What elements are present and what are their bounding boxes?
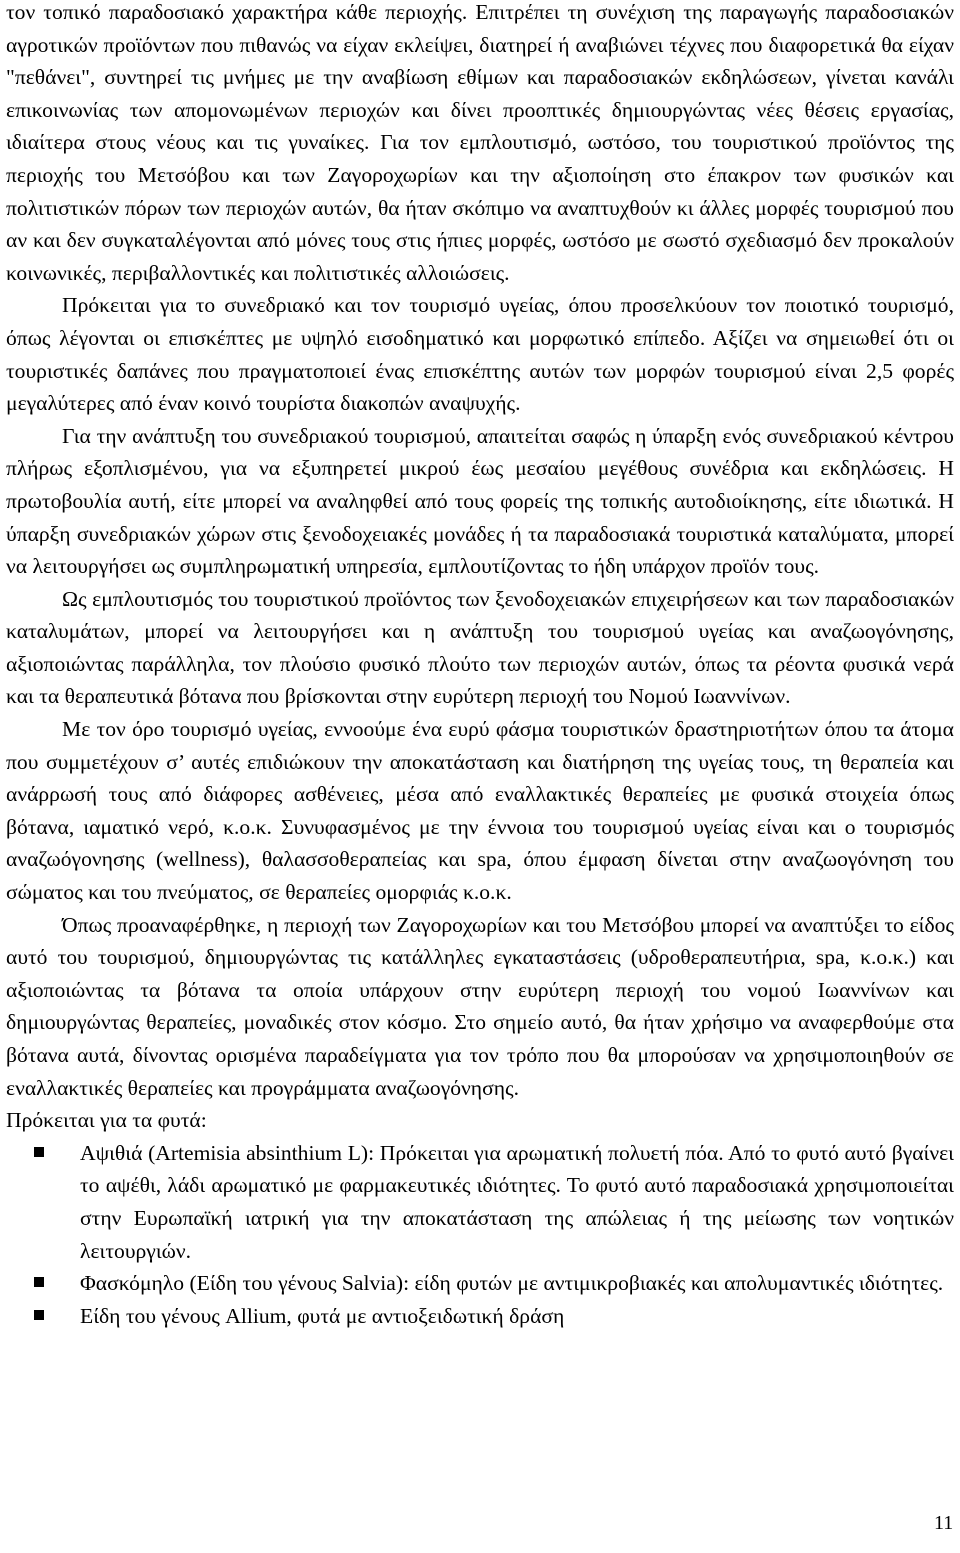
plants-intro: Πρόκειται για τα φυτά:	[6, 1108, 207, 1133]
document-page	[6, 0, 954, 1332]
list-item-text: Αψιθιά (Artemisia absinthium L): Πρόκειται για αρωματική πολυετή πόα. Από το φυτό αυτό βγαίνει το αψέθι, λάδι αρωματικό με φαρμακευτικές ιδιότητες. Το φυτό αυτό παραδοσιακά χρησιμοποιείται στην Ευρωπαϊκή ιατρική για την αποκατάσταση της απώλειας ή της μείωσης των νοητικών λειτουργιών.	[80, 1140, 954, 1263]
list-item-text: Φασκόμηλο (Είδη του γένους Salvia): είδη φυτών με αντιμικροβιακές και απολυμαντικές ιδιότητες.	[80, 1271, 944, 1296]
body-paragraph: Ως εμπλουτισμός του τουριστικού προϊόντος των ξενοδοχειακών επιχειρήσεων και των παραδοσιακών καταλυμάτων, μπορεί να λειτουργήσει και η ανάπτυξη του τουρισμού υγείας και αναζωογόνησης, αξιοποιώντας παράλληλα, τον πλούσιο φυσικό πλούτο των περιοχών αυτών, όπως τα ρέοντα φυσικά νερά και τα θεραπευτικά βότανα που βρίσκονται στην ευρύτερη περιοχή του Νομού Ιωαννίνων.	[6, 586, 954, 709]
list-item	[6, 1300, 954, 1333]
plants-list	[6, 1137, 954, 1333]
body-paragraph: Για την ανάπτυξη του συνεδριακού τουρισμού, απαιτείται σαφώς η ύπαρξη ενός συνεδριακού κέντρου πλήρως εξοπλισμένου, για να εξυπηρετεί μικρού έως μεσαίου μεγέθους συνέδρια και εκδηλώσεις. Η πρωτοβουλία αυτή, είτε μπορεί να αναληφθεί από τους φορείς της τοπικής αυτοδιοίκησης, είτε ιδιωτικά. Η ύπαρξη συνεδριακών χώρων στις ξενοδοχειακές μονάδες ή τα παραδοσιακά τουριστικά καταλύματα, μπορεί να λειτουργήσει ως συμπληρωματική υπηρεσία, εμπλουτίζοντας το ήδη υπάρχον προϊόν τους.	[6, 423, 954, 579]
list-item-text: Είδη του γένους Allium, φυτά με αντιοξειδωτική δράση	[80, 1303, 565, 1328]
body-paragraph: Όπως προαναφέρθηκε, η περιοχή των Ζαγοροχωρίων και του Μετσόβου μπορεί να αναπτύξει το είδος αυτό του τουρισμού, δημιουργώντας τις κατάλληλες εγκαταστάσεις (υδροθεραπευτήρια, spa, κ.ο.κ.) και αξιοποιώντας τα βότανα τα οποία υπάρχουν στην ευρύτερη περιοχή του νομού Ιωαννίνων και δημιουργώντας θεραπείες, μοναδικές στον κόσμο. Στο σημείο αυτό, θα ήταν χρήσιμο να αναφερθούμε στα βότανα αυτά, δίνοντας ορισμένα παραδείγματα για τον τρόπο που θα μπορούσαν να χρησιμοποιηθούν σε εναλλακτικές θεραπείες και προγράμματα αναζωογόνησης.	[6, 912, 954, 1100]
square-bullet-icon	[34, 1147, 44, 1157]
body-paragraph: τον τοπικό παραδοσιακό χαρακτήρα κάθε περιοχής. Επιτρέπει τη συνέχιση της παραγωγής παραδοσιακών αγροτικών προϊόντων που πιθανώς να είχαν εκλείψει, διατηρεί ή αναβιώνει τέχνες που διαφορετικά θα είχαν "πεθάνει", συντηρεί τις μνήμες με την αναβίωση εθίμων και παραδοσιακών εκδηλώσεων, γίνεται κανάλι επικοινωνίας των απομονωμένων περιοχών και δίνει προοπτικές δημιουργώντας νέες θέσεις εργασίας, ιδιαίτερα στους νέους και τις γυναίκες. Για τον εμπλουτισμό, ωστόσο, του τουριστικού προϊόντος της περιοχής του Μετσόβου και των Ζαγοροχωρίων και την αξιοποίηση στο έπακρον των φυσικών και πολιτιστικών πόρων των περιοχών αυτών, θα ήταν σκόπιμο να αναπτυχθούν κι άλλες μορφές τουρισμού που αν και δεν συγκαταλέγονται από μόνες τους στις ήπιες μορφές, ωστόσο με σωστό σχεδιασμό δεν προκαλούν κοινωνικές, περιβαλλοντικές και πολιτιστικές αλλοιώσεις.	[6, 0, 954, 285]
page-number: 11	[934, 1512, 954, 1534]
list-item	[6, 1137, 954, 1267]
list-item	[6, 1267, 954, 1300]
body-paragraph: Πρόκειται για το συνεδριακό και τον τουρισμό υγείας, όπου προσελκύουν τον ποιοτικό τουρισμό, όπως λέγονται οι επισκέπτες με υψηλό εισοδηματικό και μορφωτικό επίπεδο. Αξίζει να σημειωθεί ότι οι τουριστικές δαπάνες που πραγματοποιεί ένας επισκέπτης αυτών των μορφών τουρισμού είναι 2,5 φορές μεγαλύτερες από έναν κοινό τουρίστα διακοπών αναψυχής.	[6, 293, 954, 416]
square-bullet-icon	[34, 1277, 44, 1287]
square-bullet-icon	[34, 1310, 44, 1320]
body-paragraph: Με τον όρο τουρισμό υγείας, εννοούμε ένα ευρύ φάσμα τουριστικών δραστηριοτήτων όπου τα άτομα που συμμετέχουν σ’ αυτές επιδιώκουν την αποκατάσταση και διατήρηση της υγείας τους, τη θεραπεία και ανάρρωσή τους από διάφορες ασθένειες, μέσα από εναλλακτικές θεραπείες με φυσικά στοιχεία όπως βότανα, ιαματικό νερό, κ.ο.κ. Συνυφασμένος με την έννοια του τουρισμού υγείας είναι και ο τουρισμός αναζωόγονησης (wellness), θαλασσοθεραπείας και spa, όπου έμφαση δίνεται στην αναζωογόνηση του σώματος και του πνεύματος, σε θεραπείες ομορφιάς κ.ο.κ.	[6, 717, 954, 905]
